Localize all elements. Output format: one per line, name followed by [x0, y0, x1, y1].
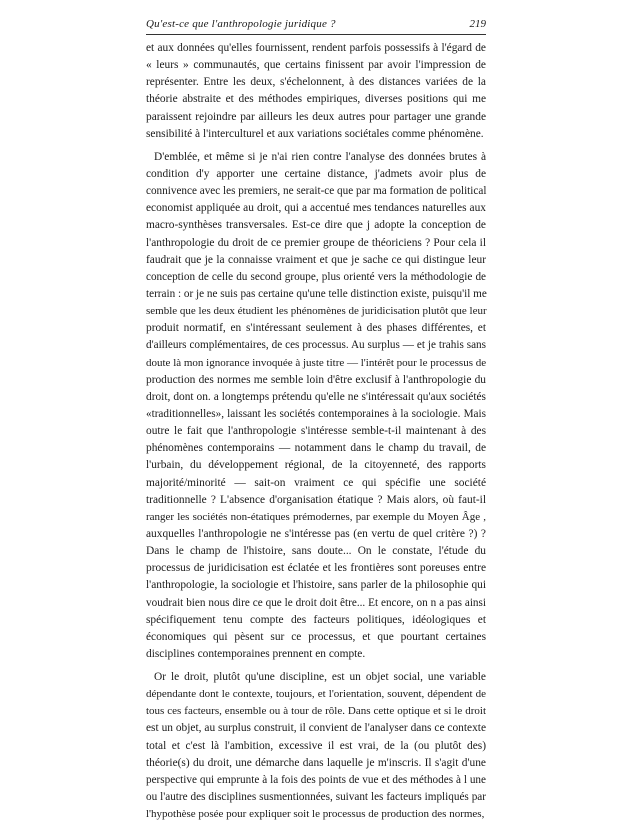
text-line: voudrait bien nous dire ce que le droit doit être... Et encore, on n a pas ainsi [146, 596, 486, 609]
text-line: économiques qui pèsent sur ce processus, et que pourtant certaines [146, 630, 486, 643]
text-line: l'anthropologie du droit de ce premier groupe de théoriciens ? Pour cela il [146, 236, 486, 249]
text-line: disciplines contemporaines prennent en compte. [146, 647, 366, 660]
text-line: théorie abstraite et des méthodes empiriques, diverses positions qui me [146, 93, 486, 106]
text-line: connivence avec les premiers, ne serait-ce que par ma formation de political [146, 185, 487, 198]
text-line: D'emblée, et même si je n'ai rien contre l'analyse des données brutes à [154, 150, 486, 163]
page-header [146, 14, 486, 34]
text-line: droit, dont on. a longtemps prétendu qu'elle ne s'intéressait qu'aux sociétés [146, 390, 486, 403]
text-line: ou l'autre des disciplines susmentionnées, suivant les facteurs impliqués par [146, 791, 486, 804]
body-text [146, 40, 486, 823]
text-line: majorité/minorité — sait-on vraiment ce qui spécifie une société [146, 476, 486, 489]
text-line: Dans le champ de l'histoire, sans doute... On le constate, l'étude du [146, 545, 486, 558]
text-line: théorie(s) du droit, une démarche dans laquelle je m'inscris. Il s'agit d'une [146, 756, 486, 769]
text-line: paraissent rejoindre par ailleurs les deux autres pour partager une grande [146, 110, 486, 123]
running-title: Qu'est-ce que l'anthropologie juridique ? [146, 18, 336, 30]
text-line: tous ces facteurs, ensemble ou à tour de rôle. Dans cette optique et si le droit [146, 705, 486, 718]
text-line: spécifiquement tenu compte des facteurs politiques, idéologiques et [146, 613, 486, 626]
text-line: dépendante dont le contexte, toujours, et l'orientation, souvent, dépendent de [146, 688, 486, 701]
text-line: phénomènes contemporains — notamment dans le champ du travail, de [146, 442, 486, 455]
text-line: conception de celle du second groupe, plus orienté vers la méthodologie de [146, 270, 486, 283]
text-line: perspective qui emprunte à la fois des points de vue et des méthodes à l une [146, 773, 486, 786]
text-line: et aux données qu'elles fournissent, rendent parfois possessifs à l'égard de [146, 42, 486, 54]
text-line: production des normes me semble loin d'être exclusif à l'anthropologie du [146, 373, 486, 386]
text-line: macro-synthèses transversales. Est-ce dire que j adopte la conception de [146, 219, 486, 232]
text-line: faudrait que je la connaisse vraiment et que je sache ce qui distingue leur [146, 253, 486, 266]
text-line: « leurs » communautés, que certains finissent par avoir l'impression de [146, 59, 486, 72]
paragraph [146, 669, 486, 823]
text-line: traditionnelle ? L'absence d'organisation étatique ? Mais alors, où faut-il [146, 493, 486, 506]
text-line: processus de juridicisation est éclatée et les frontières sont poreuses entre [146, 562, 486, 575]
paragraph [146, 149, 486, 663]
text-line: doute là mon ignorance invoquée à juste titre — l'intérêt pour le processus de [146, 356, 487, 369]
page-number: 219 [469, 18, 486, 30]
text-line: economist appliquée au droit, qui a accentué mes tendances naturelles aux [146, 202, 486, 215]
text-line: auxquelles l'anthropologie ne s'intéresse pas (en vertu de quel critère ?) ? [146, 527, 486, 540]
paragraph [146, 40, 486, 143]
text-line: terrain : or je ne suis pas certaine qu'une telle distinction existe, puisqu'il me [146, 287, 487, 300]
text-line: l'hypothèse posée pour expliquer soit le processus de production des normes, [146, 808, 485, 821]
text-line: d'ailleurs complémentaires, de ces processus. Au surplus — et je trahis sans [146, 339, 486, 352]
text-line: représenter. Entre les deux, s'échelonnent, à des distances variées de la [146, 76, 486, 89]
text-line: outre le fait que l'anthropologie s'intéresse semble-t-il maintenant à des [146, 425, 486, 438]
text-line: semble que les deux étudient les phénomènes de juridicisation plutôt que leur [146, 305, 487, 318]
text-line: condition d'y apporter une certaine distance, j'admets avoir plus de [146, 167, 486, 180]
text-line: total et c'est là l'ambition, excessive il est vrai, de la (ou plutôt des) [146, 739, 486, 752]
text-line: l'urbain, du développement régional, de la citoyenneté, des rapports [146, 459, 486, 472]
text-line: «traditionnelles», laissant les sociétés contemporaines à la sociologie. Mais [146, 407, 486, 420]
header-rule [146, 34, 486, 35]
text-line: produit normatif, en s'intéressant seulement à des phases différentes, et [146, 322, 486, 335]
text-line: l'anthropologie, la sociologie et l'histoire, sans parler de la philosophie qui [146, 579, 486, 592]
text-line: est un objet, au surplus construit, il convient de l'analyser dans ce contexte [146, 722, 486, 735]
text-line: sensibilité à l'interculturel et aux variations sociétales comme phénomène. [146, 127, 484, 140]
text-line: ranger les sociétés non-étatiques prémodernes, par exemple du Moyen Âge , [146, 510, 486, 523]
text-line: Or le droit, plutôt qu'une discipline, est un objet social, une variable [154, 671, 486, 684]
